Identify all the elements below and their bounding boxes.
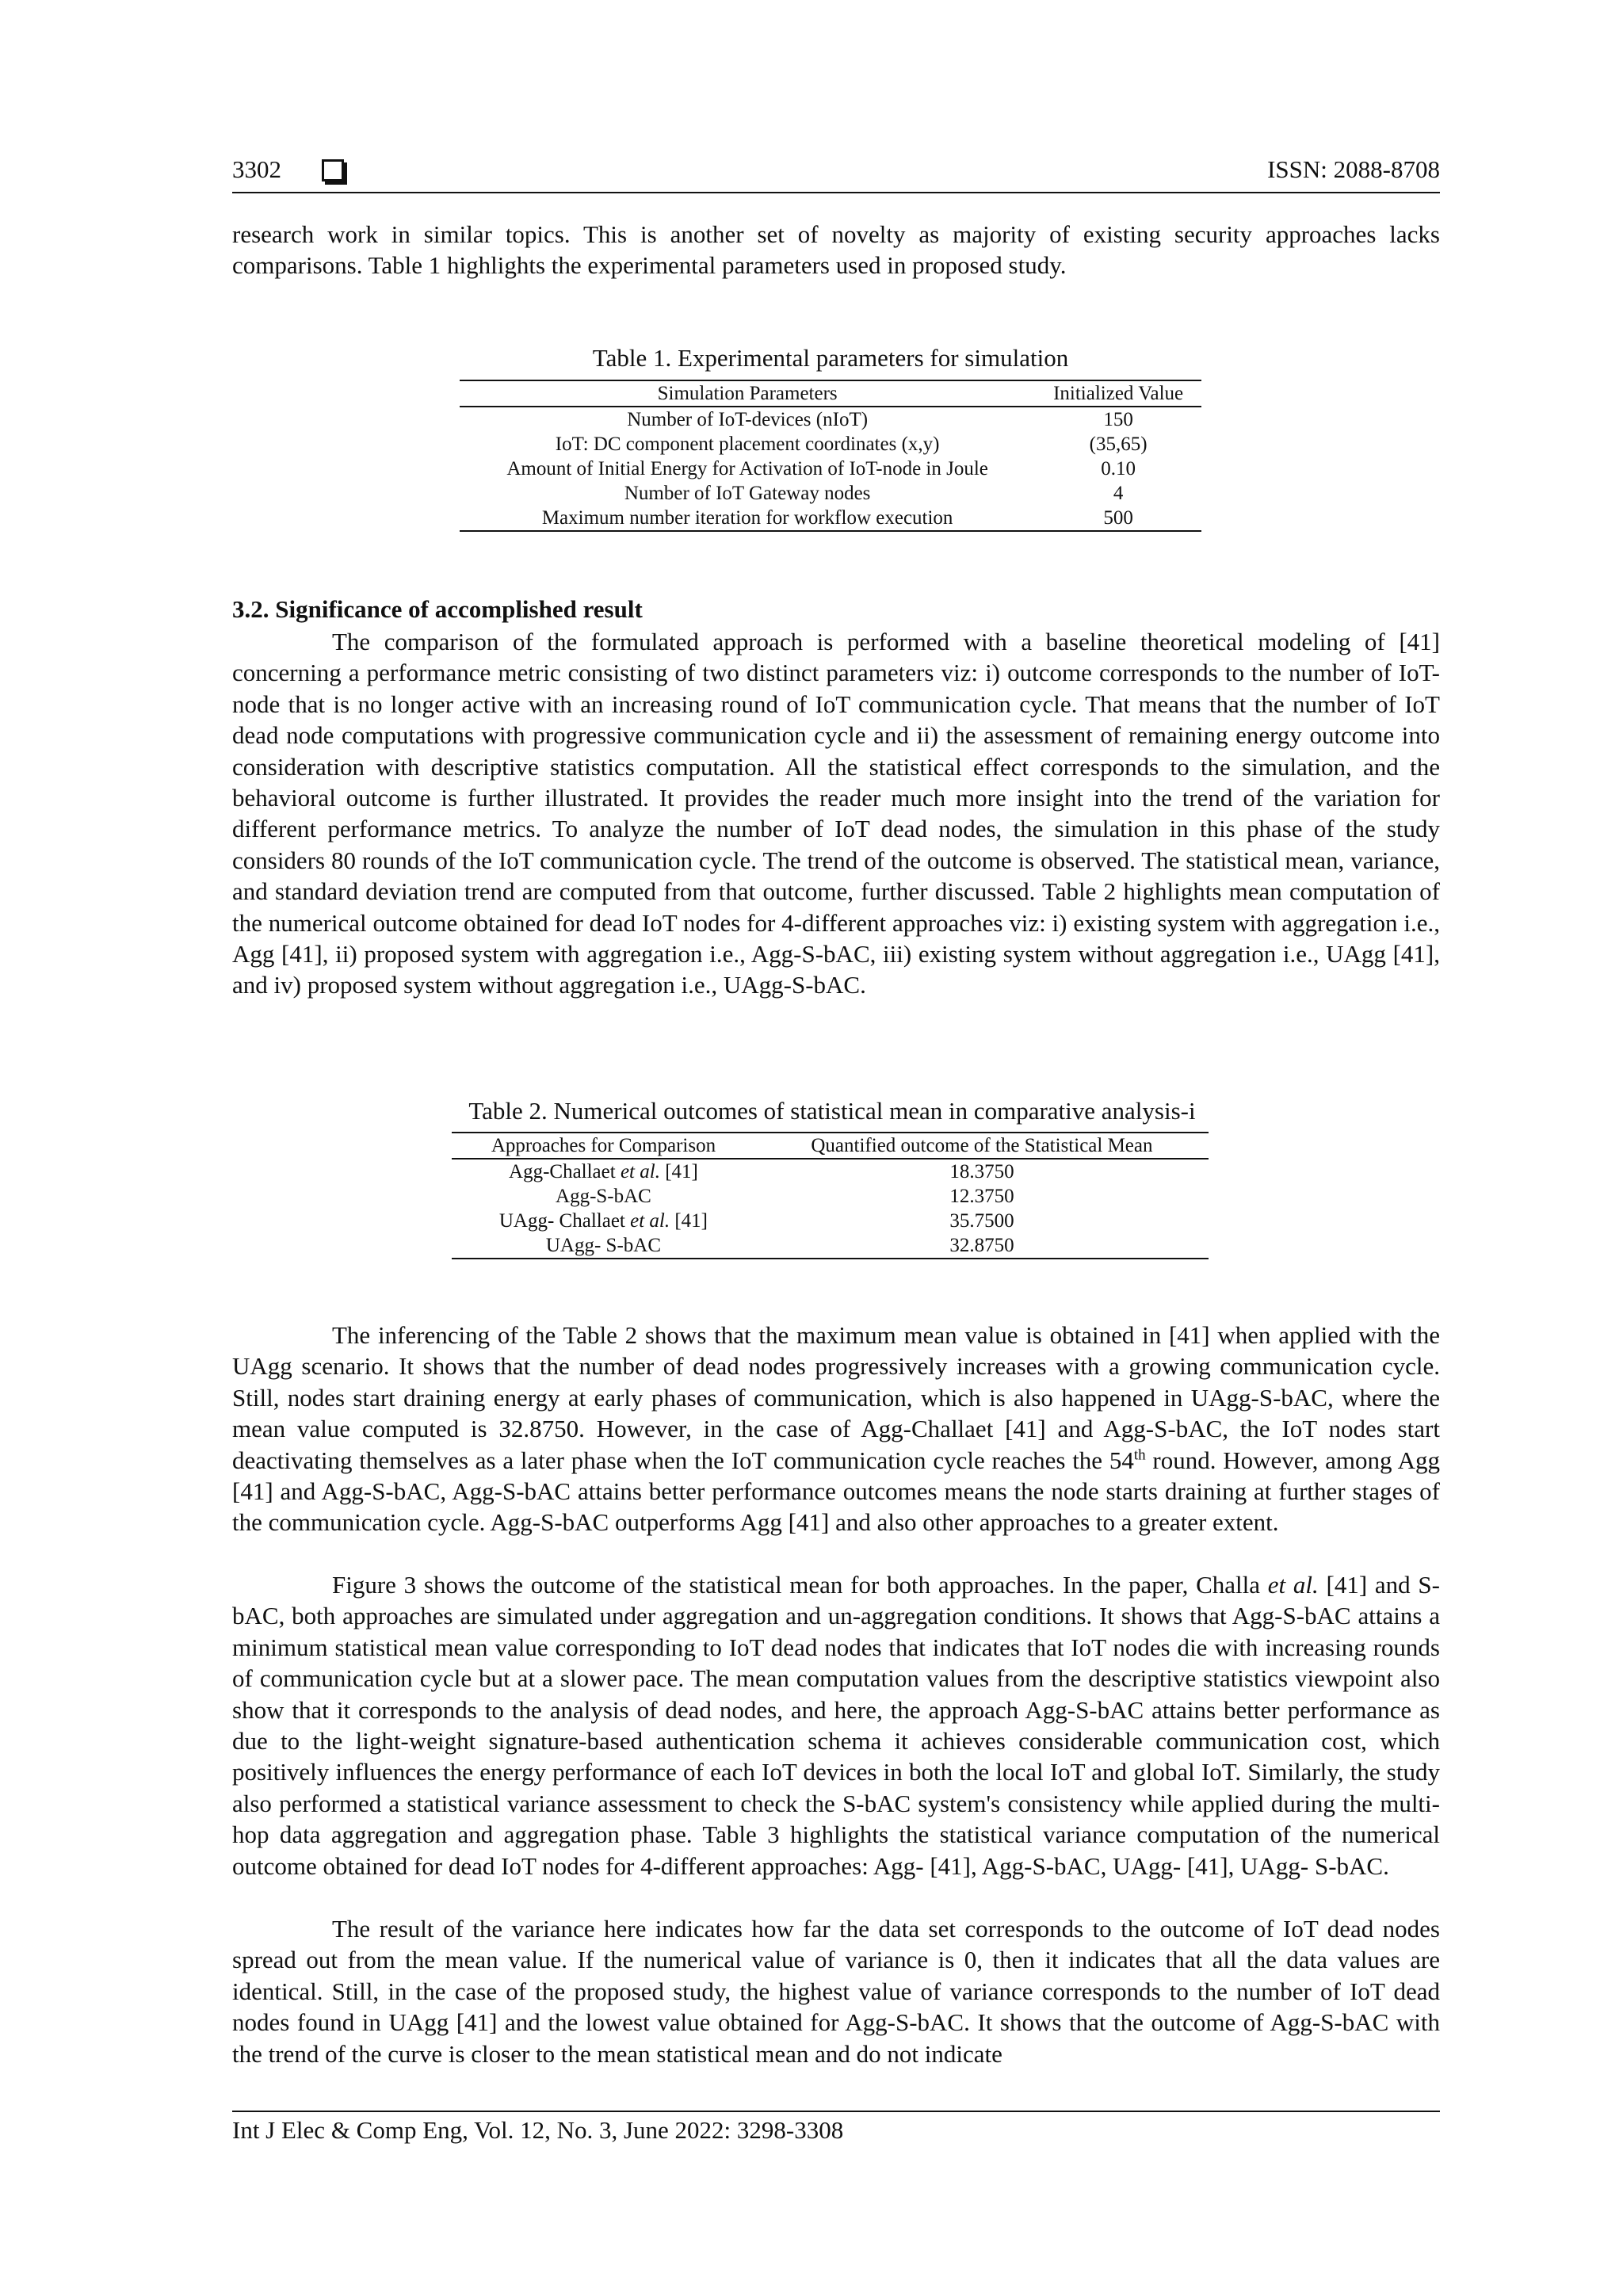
table-row: [460, 457, 1201, 481]
table1-cell-value: 500: [1035, 506, 1201, 531]
page-footer: Int J Elec & Comp Eng, Vol. 12, No. 3, June 2022: 3298-3308: [232, 2116, 844, 2144]
table1-header-value: Initialized Value: [1035, 380, 1201, 407]
table2-cell-approach: Agg-S-bAC: [556, 1186, 651, 1207]
table1-caption: Table 1. Experimental parameters for simulation: [592, 344, 1069, 372]
body-paragraph-1: The comparison of the formulated approach is performed with a baseline theoretical modeling of [41] concerning a performance metric consisting of two distinct parameters viz: i) outcome corresponds to the number of IoT-node that is no longer active with an increasing round of IoT communication cycle. That means that the number of IoT dead node computations with progressive communication cycle and ii) the assessment of remaining energy outcome into consideration with descriptive statistics computation. All the statistical effect corresponds to the simulation, and the behavioral outcome is further illustrated. It provides the reader much more insight into the trend of the variation for different performance metrics. To analyze the number of IoT dead nodes, the simulation in this phase of the study considers 80 rounds of the IoT communication cycle. The trend of the outcome is observed. The statistical mean, variance, and standard deviation trend are computed from that outcome, further discussed. Table 2 highlights mean computation of the numerical outcome obtained for dead IoT nodes for 4-different approaches viz: i) existing system with aggregation i.e., Agg [41], ii) proposed system with aggregation i.e., Agg-S-bAC, iii) existing system without aggregation i.e., UAgg [41], and iv) proposed system without aggregation i.e., UAgg-S-bAC.: [232, 628, 1440, 999]
footer-rule: [232, 2111, 1440, 2112]
checkbox-square-icon: [322, 159, 344, 181]
section-heading: 3.2. Significance of accomplished result: [232, 595, 643, 623]
table2-cell-approach: UAgg- Challaet et al. [41]: [498, 1210, 708, 1232]
table-row: [452, 1159, 1209, 1184]
table2-cell-mean: 12.3750: [949, 1186, 1014, 1207]
table2-header-approach: Approaches for Comparison: [452, 1133, 755, 1159]
page-header: [232, 155, 1440, 190]
table-row: [460, 481, 1201, 506]
table2-cell-mean: 32.8750: [755, 1233, 1209, 1259]
table2-header-mean: Quantified outcome of the Statistical Mean: [755, 1133, 1209, 1159]
table1-cell-parameter: Maximum number iteration for workflow execution: [460, 506, 1035, 531]
table2-caption: Table 2. Numerical outcomes of statistical mean in comparative analysis-i: [468, 1097, 1196, 1125]
table-row: [452, 1209, 1209, 1233]
table-row: [460, 407, 1201, 432]
table1-cell-parameter: IoT: DC component placement coordinates (x,y): [555, 434, 940, 455]
table-row: [460, 506, 1201, 531]
table2: [452, 1132, 1209, 1259]
table1-cell-value: 4: [1113, 483, 1124, 504]
table2-cell-approach: UAgg- S-bAC: [452, 1233, 755, 1259]
table1-cell-value: (35,65): [1089, 434, 1148, 455]
table1-cell-parameter: Amount of Initial Energy for Activation of IoT-node in Joule: [506, 458, 988, 479]
table2-cell-mean: 18.3750: [949, 1161, 1014, 1182]
body-paragraph-2: The inferencing of the Table 2 shows that the maximum mean value is obtained in [41] when applied with the UAgg scenario. It shows that the number of dead nodes progressively increases with a growing communication cycle. Still, nodes start draining energy at early phases of communication, which is also happened in UAgg-S-bAC, where the mean value computed is 32.8750. However, in the case of Agg-Challaet [41] and Agg-S-bAC, the IoT nodes start deactivating themselves as a later phase when the IoT communication cycle reaches the 54th round. However, among Agg [41] and Agg-S-bAC, Agg-S-bAC attains better performance outcomes means the node starts draining at further stages of the communication cycle. Agg-S-bAC outperforms Agg [41] and also other approaches to a greater extent.: [232, 1321, 1440, 1537]
table1-cell-parameter: Number of IoT-devices (nIoT): [627, 409, 869, 430]
table1-cell-value: 0.10: [1101, 458, 1136, 479]
table1-cell-value: 150: [1103, 409, 1133, 430]
body-paragraph-3: Figure 3 shows the outcome of the statistical mean for both approaches. In the paper, Challa et al. [41] and S-bAC, both approaches are simulated under aggregation and un-aggregation conditions. It shows that Agg-S-bAC attains a minimum statistical mean value corresponding to IoT dead nodes that indicates that IoT nodes die with increasing rounds of communication cycle but at a slower pace. The mean computation values from the descriptive statistics viewpoint also show that it corresponds to the analysis of dead nodes, and here, the approach Agg-S-bAC attains better performance as due to the light-weight signature-based authentication schema it achieves considerable communication cost, which positively influences the energy performance of each IoT devices in both the local IoT and global IoT. Similarly, the study also performed a statistical variance assessment to check the S-bAC system's consistency while applied during the multi-hop data aggregation and aggregation phase. Table 3 highlights the statistical variance computation of the numerical outcome obtained for dead IoT nodes for 4-different approaches: Agg- [41], Agg-S-bAC, UAgg- [41], UAgg- S-bAC.: [232, 1571, 1440, 1880]
table1-header-parameter: Simulation Parameters: [460, 380, 1035, 407]
table1-cell-parameter: Number of IoT Gateway nodes: [624, 483, 871, 504]
header-rule: [232, 192, 1440, 193]
table-row: [452, 1233, 1209, 1259]
table2-cell-approach: Agg-Challaet et al. [41]: [509, 1161, 698, 1182]
intro-paragraph: research work in similar topics. This is another set of novelty as majority of existing security approaches lacks comparisons. Table 1 highlights the experimental parameters used in proposed study.: [232, 220, 1440, 280]
table-row: [452, 1184, 1209, 1209]
ordinal-superscript: th: [1133, 1446, 1146, 1464]
issn-label: ISSN: 2088-8708: [1267, 155, 1440, 183]
body-paragraph-4: The result of the variance here indicates how far the data set corresponds to the outcome of IoT dead nodes spread out from the mean value. If the numerical value of variance is 0, then it indicates that all the data values are identical. Still, in the case of the proposed study, the highest value of variance corresponds to the number of IoT dead nodes found in UAgg [41] and the lowest value obtained for Agg-S-bAC. It shows that the outcome of Agg-S-bAC with the trend of the curve is closer to the mean statistical mean and do not indicate: [232, 1915, 1440, 2068]
table1: [460, 380, 1201, 532]
table-row: [460, 432, 1201, 457]
page-number: 3302: [232, 155, 281, 183]
table2-cell-mean: 35.7500: [949, 1210, 1014, 1232]
